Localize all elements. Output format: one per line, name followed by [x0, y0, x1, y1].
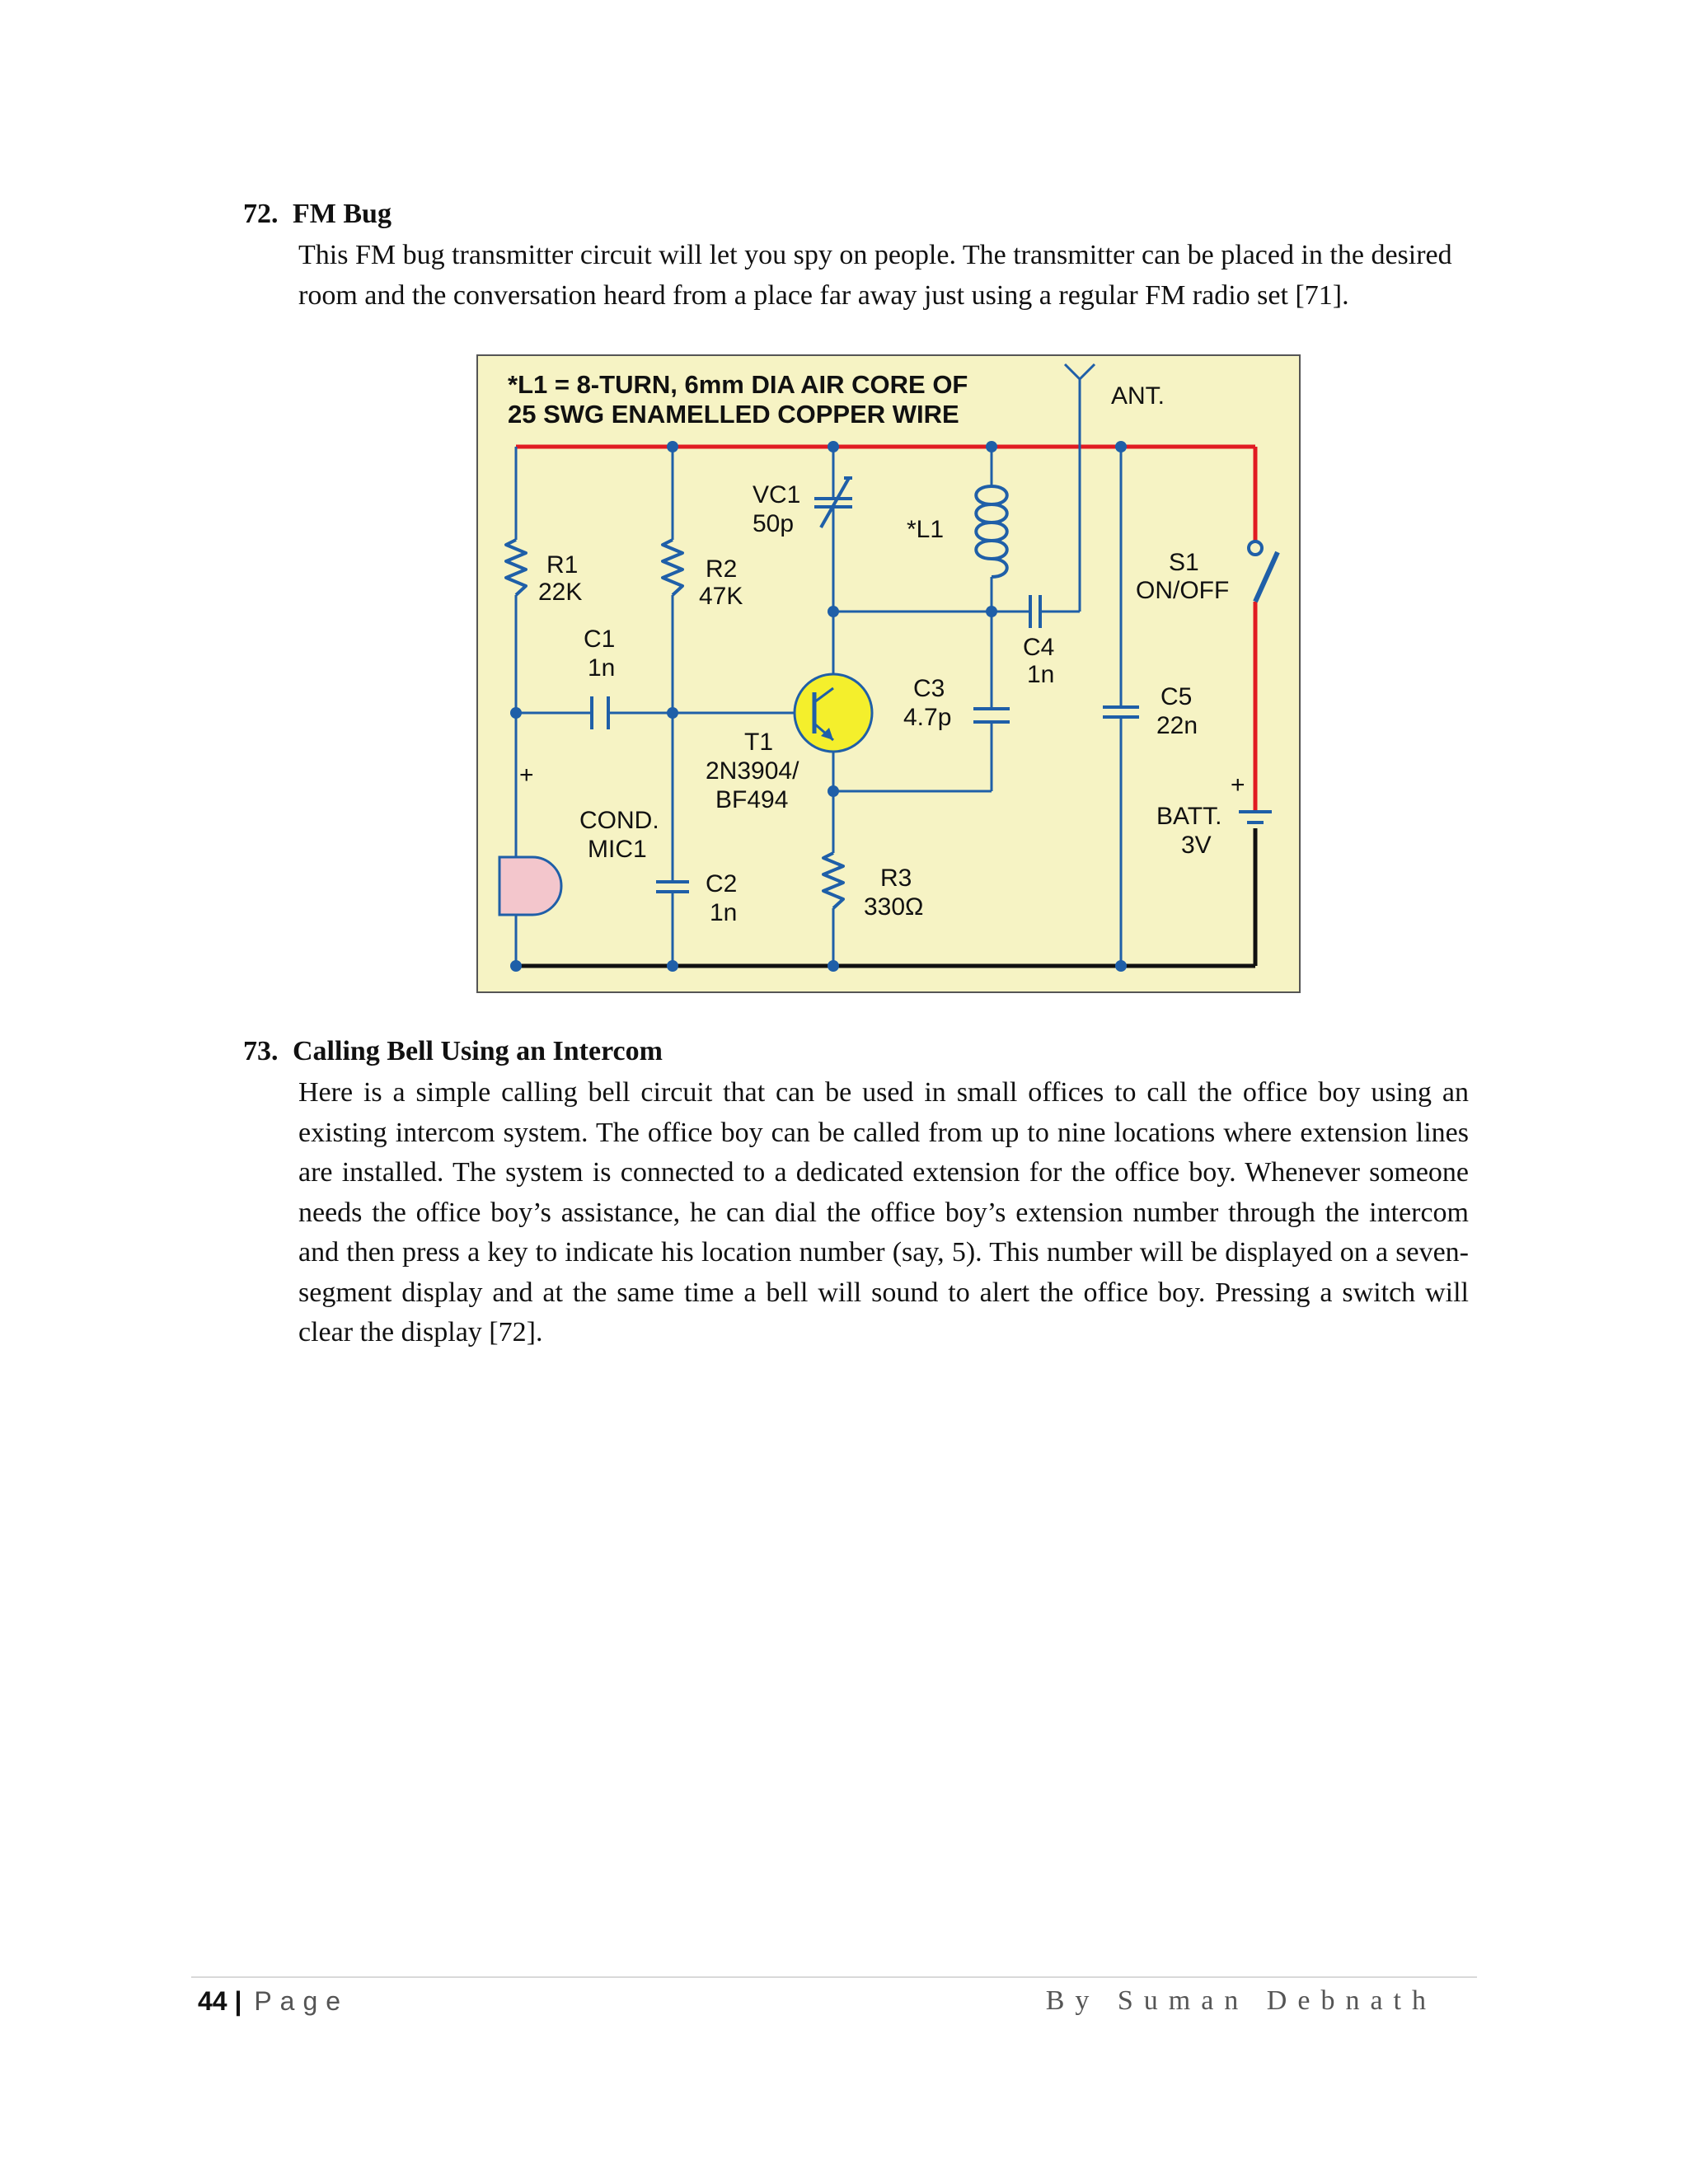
mic-label-line2: MIC1 [588, 836, 647, 863]
c3-name: C3 [913, 675, 945, 702]
fm-bug-circuit-diagram [476, 354, 1301, 993]
c4-value: 1n [1027, 661, 1055, 688]
footer-author: By Suman Debnath [1045, 1985, 1437, 2016]
r1-name: R1 [546, 551, 579, 579]
antenna-label: ANT. [1111, 382, 1165, 410]
section-72-number: 72. [243, 199, 279, 229]
page-label: Page [254, 1986, 349, 2016]
s1-value: ON/OFF [1136, 577, 1230, 604]
section-73-number: 73. [243, 1036, 279, 1066]
c2-value: 1n [710, 899, 738, 926]
mic-plus: + [519, 762, 534, 789]
section-72-heading [243, 198, 392, 231]
t1-part1: 2N3904/ [706, 757, 799, 785]
c1-name: C1 [584, 626, 616, 653]
section-72-paragraph: This FM bug transmitter circuit will let you spy on people. The transmitter can be placed in the desired room and the conversation heard from a place far away just using a regular FM radio set [71]. [298, 240, 1452, 311]
s1-name: S1 [1169, 549, 1199, 576]
c5-value: 22n [1156, 712, 1198, 739]
page-number: 44 [198, 1986, 227, 2016]
section-73-paragraph: Here is a simple calling bell circuit that can be used in small offices to call the office boy using an existing intercom system. The office boy can be called from up to nine locations where extension lines are installed. The system is connected to a dedicated extension for the office boy. Whenever someone needs the office boy’s assistance, he can dial the office boy’s extension number through the intercom and then press a key to indicate his location number (say, 5). This number will be displayed on a seven-segment display and at the same time a bell will sound to alert the office boy. Pressing a switch will clear the display [72]. [298, 1077, 1469, 1347]
vc1-value: 50p [753, 510, 795, 537]
c1-value: 1n [588, 654, 616, 682]
l1-label: *L1 [907, 516, 945, 543]
c4-name: C4 [1023, 634, 1055, 661]
c5-name: C5 [1160, 683, 1193, 710]
battery-name: BATT. [1156, 803, 1222, 830]
section-73-title: Calling Bell Using an Intercom [293, 1036, 663, 1066]
section-72-title: FM Bug [293, 199, 392, 229]
t1-name: T1 [744, 729, 774, 756]
r2-value: 47K [699, 583, 743, 610]
footer-page-indicator [198, 1985, 349, 2018]
r3-value: 330Ω [864, 893, 924, 921]
footer-divider [191, 1976, 1477, 1978]
r3-name: R3 [880, 865, 912, 892]
vc1-name: VC1 [753, 481, 801, 509]
t1-transistor [795, 674, 872, 752]
mic-label-line1: COND. [579, 807, 659, 834]
condenser-mic [499, 857, 561, 915]
r2-name: R2 [706, 555, 738, 583]
coil-note-line2: 25 SWG ENAMELLED COPPER WIRE [508, 400, 959, 429]
section-73-heading [243, 1035, 663, 1068]
t1-part2: BF494 [715, 786, 789, 813]
battery-plus: + [1231, 771, 1245, 799]
c2-name: C2 [706, 870, 738, 898]
battery-value: 3V [1181, 832, 1212, 859]
c3-value: 4.7p [903, 704, 952, 731]
r1-value: 22K [538, 579, 583, 606]
coil-note-line1: *L1 = 8-TURN, 6mm DIA AIR CORE OF [508, 370, 968, 399]
footer-separator: | [234, 1986, 242, 2016]
